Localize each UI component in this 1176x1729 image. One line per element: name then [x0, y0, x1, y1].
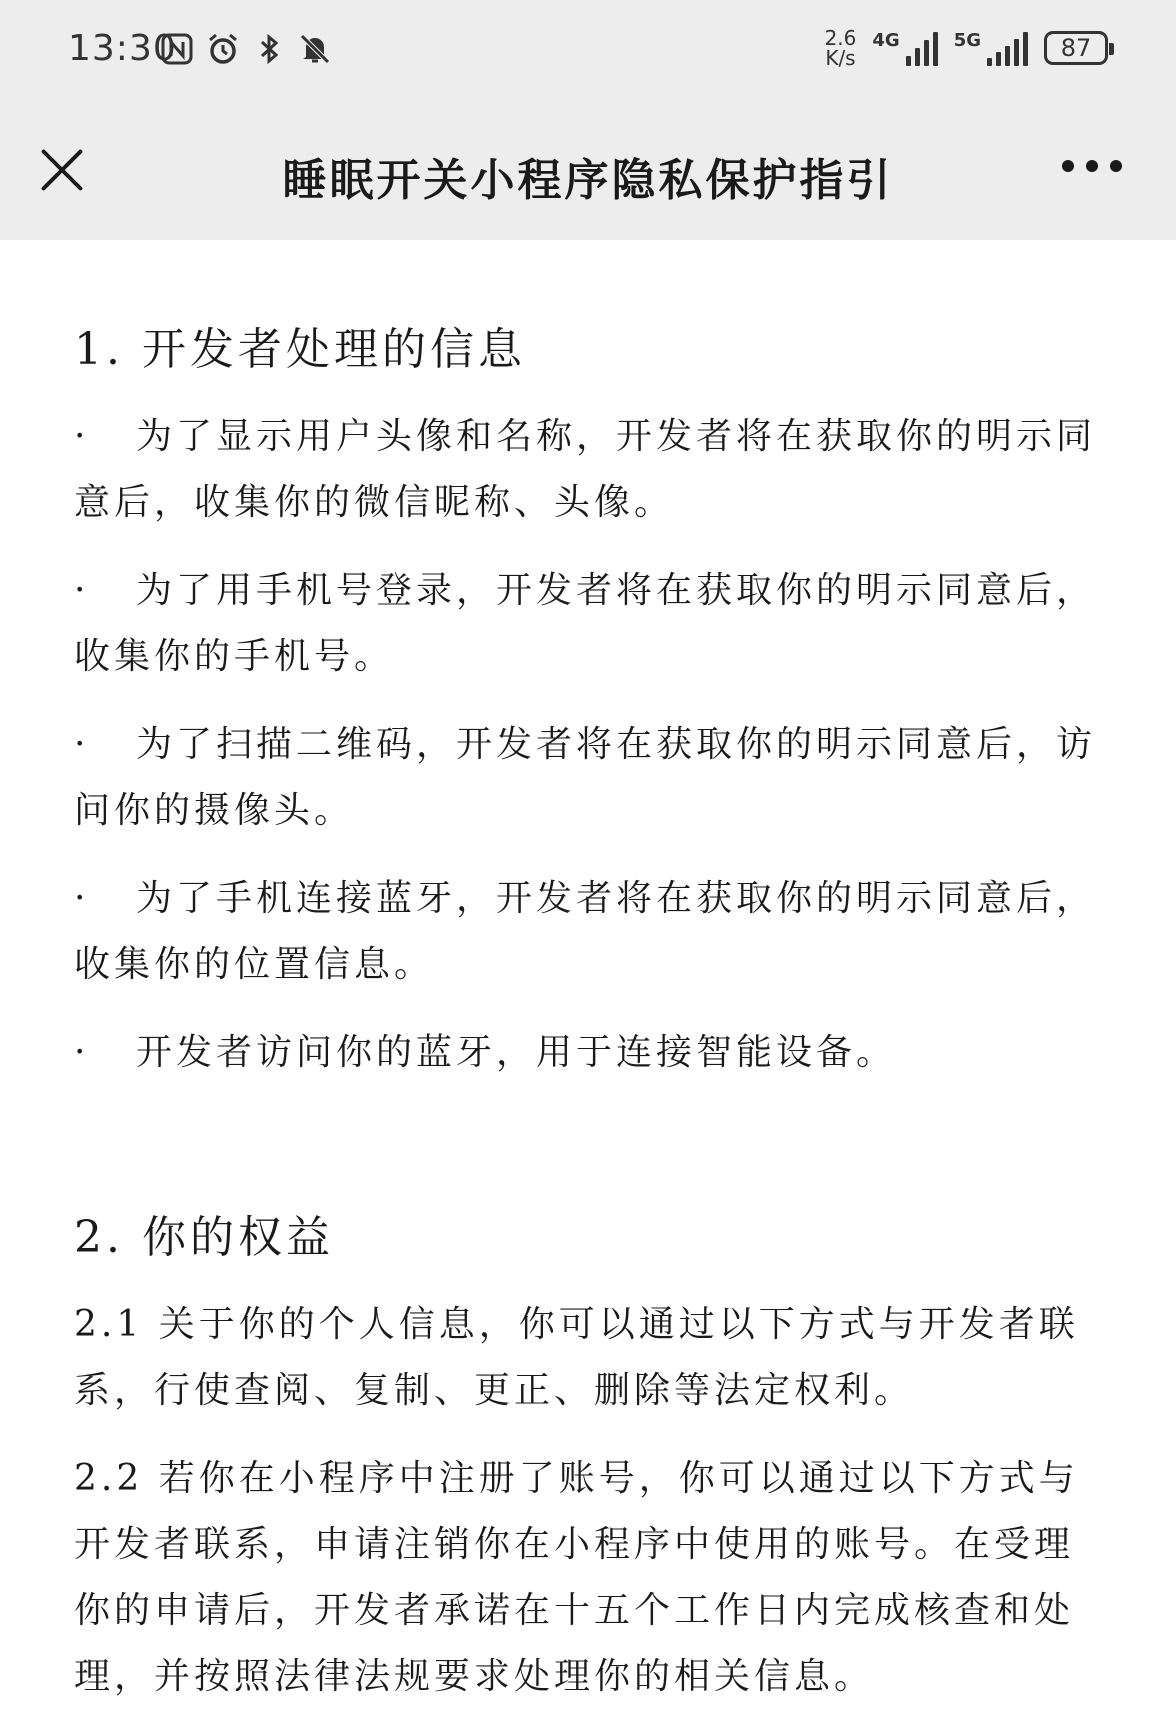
list-item: · 为了显示用户头像和名称，开发者将在获取你的明示同意后，收集你的微信昵称、头像。: [74, 416, 1097, 523]
signal-4g-icon: 4G: [872, 30, 937, 66]
page-title: 睡眠开关小程序隐私保护指引: [282, 155, 894, 206]
list-item: · 为了扫描二维码，开发者将在获取你的明示同意后，访问你的摄像头。: [74, 724, 1097, 831]
nfc-icon: [160, 32, 194, 66]
battery-icon: 87: [1044, 31, 1108, 65]
list-item: · 开发者访问你的蓝牙，用于连接智能设备。: [74, 1032, 897, 1073]
alarm-icon: [206, 32, 240, 66]
status-right: [825, 28, 1108, 68]
list-item: · 为了用手机号登录，开发者将在获取你的明示同意后，收集你的手机号。: [74, 570, 1097, 677]
rights-paragraph: 2.1 关于你的个人信息，你可以通过以下方式与开发者联系，行使查阅、复制、更正、删除等法定权利。: [74, 1304, 1079, 1411]
list-item: · 为了手机连接蓝牙，开发者将在获取你的明示同意后，收集你的位置信息。: [74, 878, 1097, 985]
section-title-info: 1. 开发者处理的信息: [74, 324, 526, 375]
rights-paragraph: 2.2 若你在小程序中注册了账号，你可以通过以下方式与开发者联系，申请注销你在小程序中使用的账号。在受理你的申请后，开发者承诺在十五个工作日内完成核查和处理，并按照法律法规要求处理你的相关信息。: [74, 1458, 1079, 1697]
status-time: 13:30: [68, 28, 177, 69]
nav-bar: [0, 100, 1176, 240]
section-title-rights: 2. 你的权益: [74, 1212, 334, 1263]
privacy-content: [74, 240, 1108, 1710]
status-icons: [160, 32, 332, 66]
mute-icon: [298, 32, 332, 66]
bluetooth-icon: [252, 32, 286, 66]
more-options-icon[interactable]: [1062, 160, 1122, 172]
signal-5g-icon: 5G: [954, 30, 1028, 66]
network-speed: 2.6 K/s: [824, 26, 857, 70]
status-bar: [0, 0, 1176, 100]
